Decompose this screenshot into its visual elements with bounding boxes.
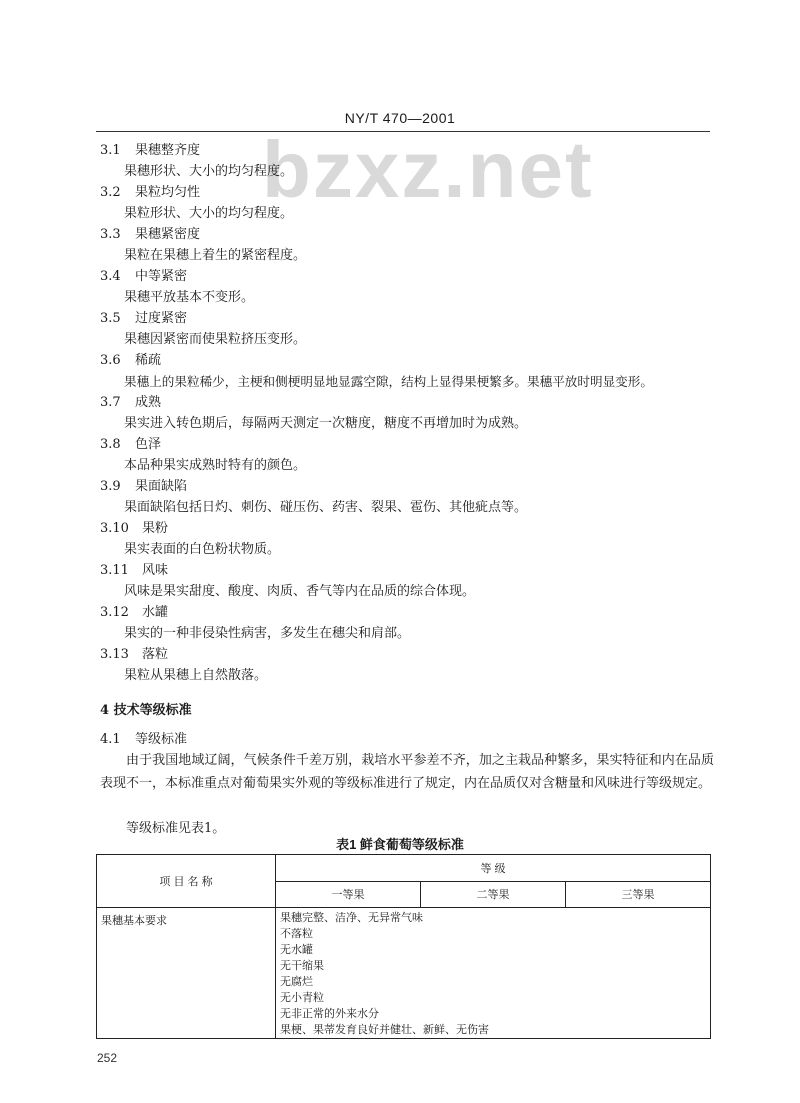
term-number: 3.3 bbox=[100, 227, 121, 242]
term-title: 落粒 bbox=[142, 647, 169, 662]
requirement-item: 果穗完整、洁净、无异常气味 bbox=[280, 912, 423, 924]
term-number: 3.1 bbox=[100, 143, 121, 158]
subsection-number: 4.1 bbox=[100, 732, 121, 747]
term-definition: 果粒形状、大小的均匀程度。 bbox=[124, 206, 294, 221]
term-title: 中等紧密 bbox=[135, 269, 188, 284]
section-4-paragraph: 由于我国地域辽阔，气候条件千差万别，栽培水平参差不齐，加之主栽品种繁多，果实特征和内在品质表现不一，本标准重点对葡萄果实外观的等级标准进行了规定，内在品质仅对含糖量和风味进行等级规定。 bbox=[100, 753, 714, 791]
term-definition: 果实表面的白色粉状物质。 bbox=[124, 542, 281, 557]
term-number: 3.10 bbox=[100, 521, 129, 536]
col-header-grade-2: 二等果 bbox=[420, 881, 565, 908]
term-number: 3.6 bbox=[100, 353, 121, 368]
standard-code-header: NY/T 470—2001 bbox=[344, 110, 456, 126]
term-title: 水罐 bbox=[142, 605, 169, 620]
requirement-item: 不落粒 bbox=[280, 928, 313, 940]
term-title: 果穗紧密度 bbox=[135, 227, 201, 242]
requirement-item: 无非正常的外来水分 bbox=[280, 1008, 379, 1020]
col-header-grade-1: 一等果 bbox=[276, 881, 421, 908]
watermark: bzxz.net bbox=[262, 125, 594, 214]
term-title: 果穗整齐度 bbox=[135, 143, 201, 158]
term-definition: 果实的一种非侵染性病害，多发生在穗尖和肩部。 bbox=[124, 626, 411, 641]
term-number: 3.9 bbox=[100, 479, 121, 494]
col-header-grade-3: 三等果 bbox=[565, 881, 710, 908]
table-row bbox=[97, 908, 711, 1039]
term-title: 风味 bbox=[142, 563, 169, 578]
table-caption: 表1 鲜食葡萄等级标准 bbox=[336, 837, 464, 852]
col-header-item-name: 项 目 名 称 bbox=[97, 855, 276, 908]
term-definition: 本品种果实成熟时特有的颜色。 bbox=[124, 458, 307, 473]
term-number: 3.4 bbox=[100, 269, 121, 284]
term-number: 3.8 bbox=[100, 437, 121, 452]
requirement-item: 果梗、果蒂发育良好并健壮、新鲜、无伤害 bbox=[280, 1024, 489, 1036]
term-title: 果面缺陷 bbox=[135, 479, 188, 494]
term-definition: 果粒从果穗上自然散落。 bbox=[124, 668, 268, 683]
term-definition: 果粒在果穗上着生的紧密程度。 bbox=[124, 248, 307, 263]
term-number: 3.7 bbox=[100, 395, 121, 410]
requirement-item: 无腐烂 bbox=[280, 976, 313, 988]
term-definition: 果实进入转色期后，每隔两天测定一次糖度，糖度不再增加时为成熟。 bbox=[124, 416, 528, 431]
term-definition: 果穗上的果粒稀少，主梗和侧梗明显地显露空隙，结构上显得果梗繁多。果穗平放时明显变形。 bbox=[124, 374, 653, 389]
subsection-title: 等级标准 bbox=[135, 732, 188, 747]
term-definition: 风味是果实甜度、酸度、肉质、香气等内在品质的综合体现。 bbox=[124, 584, 476, 599]
term-number: 3.2 bbox=[100, 185, 121, 200]
term-title: 成熟 bbox=[135, 395, 162, 410]
term-title: 稀疏 bbox=[135, 353, 162, 368]
term-title: 色泽 bbox=[135, 437, 162, 452]
table-reference-paragraph: 等级标准见表1。 bbox=[126, 821, 226, 836]
requirements-cell bbox=[276, 908, 711, 1039]
requirement-item: 无干缩果 bbox=[280, 960, 324, 972]
term-number: 3.12 bbox=[100, 605, 129, 620]
term-definition: 果面缺陷包括日灼、刺伤、碰压伤、药害、裂果、雹伤、其他疵点等。 bbox=[124, 500, 528, 515]
term-number: 3.11 bbox=[100, 563, 129, 578]
term-definition: 果穗平放基本不变形。 bbox=[124, 290, 255, 305]
term-title: 过度紧密 bbox=[135, 311, 188, 326]
term-title: 果粒均匀性 bbox=[135, 185, 201, 200]
term-title: 果粉 bbox=[142, 521, 169, 536]
row-label: 果穗基本要求 bbox=[97, 908, 276, 1039]
requirement-item: 无水罐 bbox=[280, 944, 313, 956]
term-number: 3.13 bbox=[100, 647, 129, 662]
requirement-item: 无小青粒 bbox=[280, 992, 324, 1004]
page-number: 252 bbox=[97, 1051, 118, 1065]
grade-standard-table bbox=[96, 854, 711, 1039]
term-definition: 果穗因紧密而使果粒挤压变形。 bbox=[124, 332, 307, 347]
term-definition: 果穗形状、大小的均匀程度。 bbox=[124, 164, 294, 179]
col-header-grade: 等 级 bbox=[276, 855, 711, 882]
section-4-heading: 4 技术等级标准 bbox=[100, 703, 192, 718]
term-number: 3.5 bbox=[100, 311, 121, 326]
